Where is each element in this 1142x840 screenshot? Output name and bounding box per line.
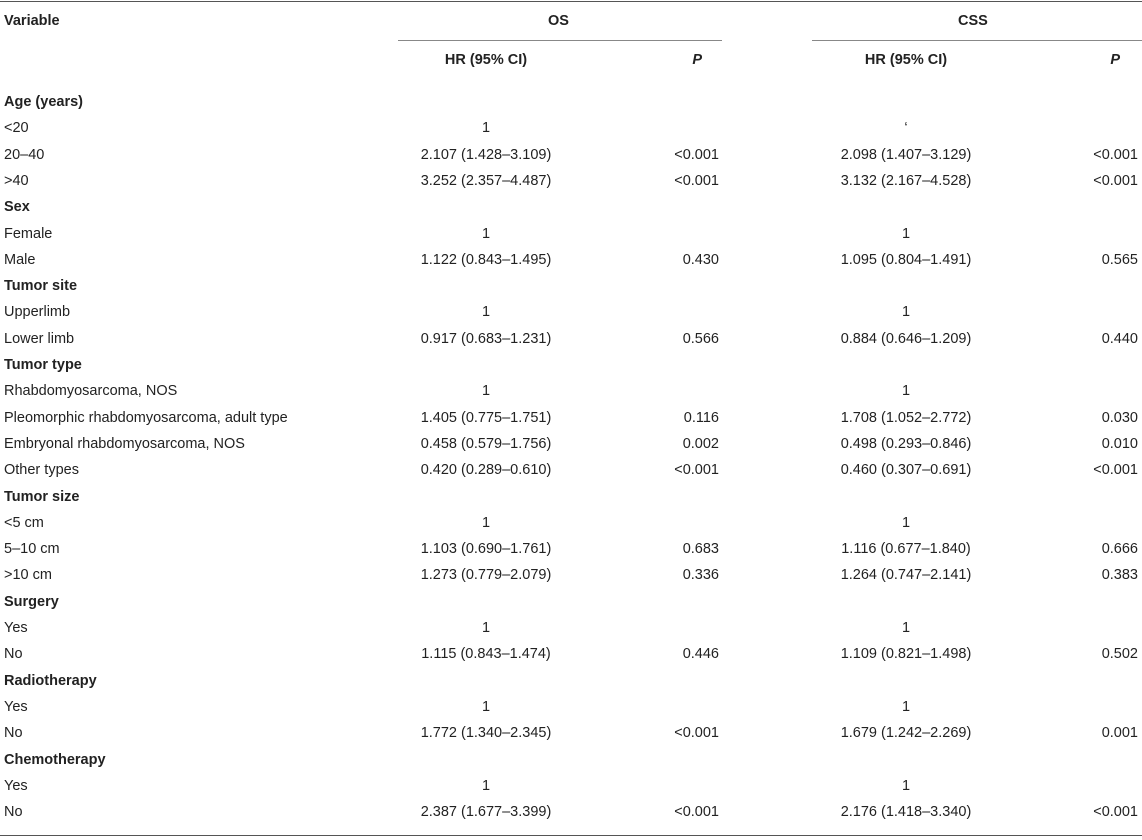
variable-cell: Female (4, 225, 53, 242)
css-p-cell: 0.440 (1101, 330, 1138, 347)
css-hr-cell: 1 (901, 777, 911, 794)
table-row (0, 510, 1142, 536)
os-hr-cell: 1.273 (0.779–2.079) (420, 567, 552, 584)
table-row (0, 431, 1142, 457)
variable-cell: 5–10 cm (4, 541, 60, 558)
css-hr-cell: 1.109 (0.821–1.498) (840, 646, 972, 663)
table-row (0, 299, 1142, 325)
variable-cell: Rhabdomyosarcoma, NOS (4, 383, 178, 400)
os-hr-cell: 1 (481, 777, 491, 794)
section-row (0, 484, 1142, 510)
variable-cell: <20 (4, 120, 29, 137)
css-hr-cell: 1.264 (0.747–2.141) (840, 567, 972, 584)
section-row (0, 273, 1142, 299)
variable-cell: Age (years) (4, 94, 83, 110)
os-p-cell: 0.336 (682, 567, 719, 584)
variable-cell: Lower limb (4, 330, 75, 347)
table-row (0, 142, 1142, 168)
header-os-p: P (692, 52, 702, 68)
css-hr-cell: 1.708 (1.052–2.772) (840, 409, 972, 426)
css-hr-cell: 1.095 (0.804–1.491) (840, 251, 972, 268)
css-hr-cell: 1 (901, 698, 911, 715)
table-row (0, 799, 1142, 825)
section-row (0, 589, 1142, 615)
os-hr-cell: 1 (481, 698, 491, 715)
section-row (0, 89, 1142, 115)
os-hr-cell: 2.387 (1.677–3.399) (420, 804, 552, 821)
css-p-cell: 0.001 (1101, 725, 1138, 742)
os-hr-cell: 1 (481, 304, 491, 321)
css-p-cell: 0.502 (1101, 646, 1138, 663)
css-hr-cell: 1 (901, 620, 911, 636)
os-p-cell: <0.001 (674, 804, 719, 821)
os-hr-cell: 1 (481, 225, 491, 242)
variable-cell: Male (4, 251, 36, 268)
variable-cell: Tumor size (4, 488, 80, 505)
os-hr-cell: 1.115 (0.843–1.474) (421, 646, 551, 663)
variable-cell: Tumor site (4, 278, 78, 295)
variable-cell: <5 cm (4, 514, 44, 531)
os-hr-cell: 1 (481, 383, 491, 400)
css-hr-cell: 1 (901, 304, 911, 321)
css-hr-cell: 1.679 (1.242–2.269) (840, 725, 972, 742)
section-row (0, 747, 1142, 773)
os-hr-cell: 1.103 (0.690–1.761) (420, 541, 552, 558)
os-p-cell: <0.001 (674, 172, 719, 189)
variable-cell: No (4, 646, 23, 663)
os-hr-cell: 0.458 (0.579–1.756) (420, 435, 552, 452)
variable-cell: >10 cm (4, 567, 52, 584)
css-hr-cell: 2.098 (1.407–3.129) (840, 146, 972, 163)
os-hr-cell: 1 (481, 620, 491, 636)
variable-cell: Chemotherapy (4, 751, 106, 768)
section-row (0, 352, 1142, 378)
css-hr-cell: 1 (901, 383, 911, 400)
table-row (0, 773, 1142, 799)
variable-cell: No (4, 804, 23, 821)
table-row (0, 615, 1142, 641)
css-p-cell: <0.001 (1093, 146, 1138, 163)
variable-cell: Sex (4, 199, 30, 216)
table-row (0, 115, 1142, 141)
css-p-cell: <0.001 (1093, 172, 1138, 189)
css-hr-cell: 2.176 (1.418–3.340) (840, 804, 972, 821)
os-hr-cell: 0.917 (0.683–1.231) (420, 330, 552, 347)
os-hr-cell: 1 (481, 120, 491, 137)
css-hr-cell: 1 (901, 225, 911, 242)
os-p-cell: 0.002 (682, 435, 719, 452)
css-p-cell: 0.030 (1101, 409, 1138, 426)
os-p-cell: 0.566 (682, 330, 719, 347)
table-row (0, 562, 1142, 588)
variable-cell: Radiotherapy (4, 672, 97, 689)
os-group-rule (398, 40, 722, 41)
variable-cell: No (4, 725, 23, 742)
css-p-cell: 0.010 (1101, 435, 1138, 452)
os-hr-cell: 1.122 (0.843–1.495) (420, 251, 552, 268)
css-p-cell: <0.001 (1093, 804, 1138, 821)
css-p-cell: 0.383 (1101, 567, 1138, 584)
os-hr-cell: 0.420 (0.289–0.610) (420, 462, 552, 479)
variable-cell: Upperlimb (4, 304, 71, 321)
header-os: OS (548, 13, 569, 29)
css-hr-cell: ‘ (904, 120, 908, 137)
css-p-cell: 0.666 (1101, 541, 1138, 558)
os-hr-cell: 1.405 (0.775–1.751) (420, 409, 552, 426)
variable-cell: Surgery (4, 593, 59, 610)
table-row (0, 694, 1142, 720)
os-p-cell: <0.001 (674, 462, 719, 479)
table-row (0, 536, 1142, 562)
table-top-rule (0, 1, 1142, 2)
header-variable: Variable (4, 13, 60, 29)
variable-cell: Pleomorphic rhabdomyosarcoma, adult type (4, 409, 288, 426)
variable-cell: Embryonal rhabdomyosarcoma, NOS (4, 435, 245, 452)
table-row (0, 378, 1142, 404)
header-css: CSS (958, 13, 988, 29)
os-p-cell: <0.001 (674, 146, 719, 163)
section-row (0, 668, 1142, 694)
variable-cell: 20–40 (4, 146, 45, 163)
os-hr-cell: 1.772 (1.340–2.345) (420, 725, 552, 742)
header-css-p: P (1110, 52, 1120, 68)
variable-cell: Other types (4, 462, 79, 479)
css-group-rule (812, 40, 1142, 41)
table-row (0, 168, 1142, 194)
css-p-cell: <0.001 (1093, 462, 1138, 479)
css-hr-cell: 1.116 (0.677–1.840) (841, 541, 971, 558)
os-hr-cell: 3.252 (2.357–4.487) (420, 172, 552, 189)
os-hr-cell: 1 (481, 514, 491, 531)
os-hr-cell: 2.107 (1.428–3.109) (420, 146, 552, 163)
table-bottom-rule (0, 835, 1142, 836)
os-p-cell: 0.446 (682, 646, 719, 663)
table-row (0, 641, 1142, 667)
css-p-cell: 0.565 (1101, 251, 1138, 268)
css-hr-cell: 0.460 (0.307–0.691) (840, 462, 972, 479)
css-hr-cell: 3.132 (2.167–4.528) (840, 172, 972, 189)
os-p-cell: 0.430 (682, 251, 719, 268)
os-p-cell: 0.683 (682, 541, 719, 558)
table-row (0, 457, 1142, 483)
css-hr-cell: 0.498 (0.293–0.846) (840, 435, 972, 452)
variable-cell: >40 (4, 172, 29, 189)
table-row (0, 720, 1142, 746)
table-row (0, 247, 1142, 273)
header-os-hr: HR (95% CI) (444, 52, 528, 68)
os-p-cell: 0.116 (683, 409, 719, 426)
table-row (0, 221, 1142, 247)
os-p-cell: <0.001 (674, 725, 719, 742)
variable-cell: Tumor type (4, 357, 82, 373)
table-row (0, 326, 1142, 352)
variable-cell: Yes (4, 777, 28, 794)
variable-cell: Yes (4, 698, 28, 715)
variable-cell: Yes (4, 620, 28, 636)
table-row (0, 405, 1142, 431)
header-css-hr: HR (95% CI) (864, 52, 948, 68)
section-row (0, 194, 1142, 220)
css-hr-cell: 0.884 (0.646–1.209) (840, 330, 972, 347)
css-hr-cell: 1 (901, 514, 911, 531)
